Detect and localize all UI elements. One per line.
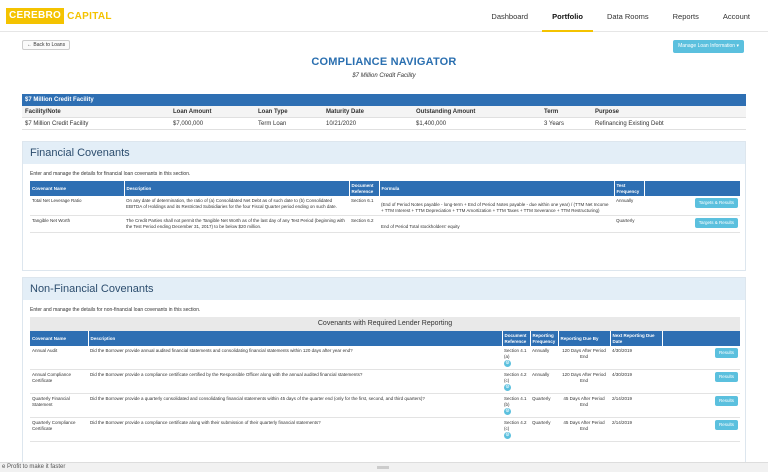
reporting-frequency: Annually bbox=[530, 346, 558, 370]
facility-header-row bbox=[22, 106, 746, 118]
next-reporting-due-date: 4/30/2019 bbox=[610, 370, 662, 394]
document-reference-cell bbox=[502, 346, 530, 370]
lender-reporting-caption: Covenants with Required Lender Reporting bbox=[30, 317, 740, 331]
financial-covenants-table bbox=[30, 181, 741, 233]
facility-cell: 3 Years bbox=[544, 121, 565, 127]
brand-logo-box: CEREBRO bbox=[6, 8, 64, 24]
financial-covenants-heading: Financial Covenants bbox=[23, 142, 745, 164]
reporting-frequency: Quarterly bbox=[530, 418, 558, 442]
table-row bbox=[30, 394, 740, 418]
reporting-frequency: Annually bbox=[530, 370, 558, 394]
nav-dashboard[interactable]: Dashboard bbox=[491, 11, 529, 21]
facility-col-header: Facility/Note bbox=[25, 109, 61, 115]
table-row bbox=[30, 370, 740, 394]
column-header bbox=[662, 331, 740, 346]
next-reporting-due-date: 4/30/2019 bbox=[610, 346, 662, 370]
scroll-handle[interactable] bbox=[377, 466, 389, 469]
footer-fragment-text: e Profit to make it faster bbox=[2, 464, 66, 470]
document-reference: Section 4.1 (b) bbox=[504, 396, 527, 407]
covenant-description: Did the Borrower provide a compliance certificate certified by the Responsible Officer along with the annual audited financial statements? bbox=[88, 370, 502, 394]
gear-icon[interactable]: ⚙ bbox=[505, 408, 510, 414]
covenant-description: Did the Borrower provide a compliance certificate along with their submission of their quarterly financial statements? bbox=[88, 418, 502, 442]
next-reporting-due-date: 2/14/2019 bbox=[610, 418, 662, 442]
table-row bbox=[30, 196, 740, 216]
targets-results-button[interactable]: Targets & Results bbox=[695, 218, 738, 228]
column-header: Test Frequency bbox=[614, 181, 644, 196]
gear-icon[interactable]: ⚙ bbox=[505, 360, 510, 366]
column-header: Formula bbox=[379, 181, 614, 196]
results-button[interactable]: Results bbox=[715, 348, 738, 358]
column-header: Description bbox=[124, 181, 349, 196]
facility-cell: $1,400,000 bbox=[416, 121, 447, 127]
targets-results-button[interactable]: Targets & Results bbox=[695, 198, 738, 208]
results-button[interactable]: Results bbox=[715, 372, 738, 382]
document-reference-cell bbox=[502, 370, 530, 394]
facility-cell: $7,000,000 bbox=[173, 121, 204, 127]
column-header: Covenant Name bbox=[30, 331, 88, 346]
column-header: Next Reporting Due Date bbox=[610, 331, 662, 346]
table-row bbox=[30, 418, 740, 442]
facility-cell: 10/21/2020 bbox=[326, 121, 357, 127]
top-navbar bbox=[0, 0, 768, 32]
facility-col-header: Maturity Date bbox=[326, 109, 365, 115]
page-title: COMPLIANCE NAVIGATOR bbox=[311, 56, 457, 68]
non-financial-covenants-table bbox=[30, 331, 741, 442]
reporting-due-by: 120 Days After Period End bbox=[558, 346, 610, 370]
covenant-name: Tangible Net Worth bbox=[30, 216, 124, 233]
column-header: Covenant Name bbox=[30, 181, 124, 196]
facility-col-header: Purpose bbox=[595, 109, 620, 115]
covenant-name: Annual Audit bbox=[30, 346, 88, 370]
covenant-formula: (End of Period Notes payable - long-term + End of Period Notes payable - due within one year) / (TTM Net Income + TTM Interest + TTM Depreciation + TTM Amortization + TTM Taxes + TTM Severance + TTM Restructuring) bbox=[379, 196, 614, 216]
nav-account[interactable]: Account bbox=[722, 11, 750, 21]
document-reference: Section 4.2 (c) bbox=[504, 372, 527, 383]
reporting-due-by: 45 Days After Period End bbox=[558, 394, 610, 418]
covenant-description: The Credit Parties shall not permit the Tangible Net Worth as of the last day of any Test Period (beginning with the Test Period ending December 31, 2017) to be below $20 million. bbox=[124, 216, 349, 233]
document-reference: Section 4.2 (c) bbox=[504, 420, 527, 431]
reporting-due-by: 120 Days After Period End bbox=[558, 370, 610, 394]
covenant-name: Quarterly Compliance Certificate bbox=[30, 418, 88, 442]
document-reference: Section 6.2 bbox=[349, 216, 379, 233]
gear-icon[interactable]: ⚙ bbox=[505, 384, 510, 390]
facility-table bbox=[22, 94, 746, 130]
financial-covenants-intro: Enter and manage the details for financial loan covenants in this section. bbox=[30, 171, 191, 177]
covenant-description: Did the Borrower provide annual audited financial statements and consolidating financial statements within 120 days after year end? bbox=[88, 346, 502, 370]
non-financial-covenants-panel bbox=[22, 277, 746, 467]
page-subtitle: $7 Million Credit Facility bbox=[352, 73, 416, 79]
results-button[interactable]: Results bbox=[715, 396, 738, 406]
facility-col-header: Loan Amount bbox=[173, 109, 212, 115]
next-reporting-due-date: 2/14/2019 bbox=[610, 394, 662, 418]
gear-icon[interactable]: ⚙ bbox=[505, 432, 510, 438]
column-header: Reporting Frequency bbox=[530, 331, 558, 346]
test-frequency: Quarterly bbox=[614, 216, 644, 233]
column-header: Reporting Due By bbox=[558, 331, 610, 346]
brand-logo-text: CAPITAL bbox=[67, 10, 112, 22]
column-header bbox=[644, 181, 740, 196]
nav-data-rooms[interactable]: Data Rooms bbox=[606, 11, 649, 21]
document-reference: Section 4.1 (a) bbox=[504, 348, 527, 359]
facility-cell: $7 Million Credit Facility bbox=[25, 121, 89, 127]
results-button[interactable]: Results bbox=[715, 420, 738, 430]
document-reference-cell bbox=[502, 394, 530, 418]
column-header: Document Reference bbox=[349, 181, 379, 196]
facility-col-header: Outstanding Amount bbox=[416, 109, 476, 115]
brand-logo[interactable] bbox=[6, 8, 112, 24]
table-row bbox=[30, 346, 740, 370]
covenant-description: Did the Borrower provide a quarterly consolidated and consolidating financial statements within 45 days of the quarter end (only for the first, second, and third quarters)? bbox=[88, 394, 502, 418]
covenant-formula: End of Period Total stockholders' equity bbox=[379, 216, 614, 233]
covenant-name: Annual Compliance Certificate bbox=[30, 370, 88, 394]
facility-data-row bbox=[22, 118, 746, 130]
back-to-loans-button[interactable]: ← Back to Loans bbox=[22, 40, 70, 50]
nav-reports[interactable]: Reports bbox=[672, 11, 699, 21]
manage-loan-information-button[interactable]: Manage Loan Information ▾ bbox=[673, 40, 744, 53]
facility-cell: Refinancing Existing Debt bbox=[595, 121, 664, 127]
reporting-due-by: 45 Days After Period End bbox=[558, 418, 610, 442]
reporting-frequency: Quarterly bbox=[530, 394, 558, 418]
covenant-name: Total Net Leverage Ratio bbox=[30, 196, 124, 216]
facility-table-title: $7 Million Credit Facility bbox=[22, 94, 746, 106]
table-header-row bbox=[30, 331, 740, 346]
covenant-description: On any date of determination, the ratio of (a) Consolidated Net Debt as of such date to (b) Consolidated EBITDA of Holdings and its Restricted Subsidiaries for the four Fiscal Quarter period ending on such date. bbox=[124, 196, 349, 216]
facility-col-header: Loan Type bbox=[258, 109, 288, 115]
table-header-row bbox=[30, 181, 740, 196]
test-frequency: Annually bbox=[614, 196, 644, 216]
non-financial-covenants-intro: Enter and manage the details for non-financial loan covenants in this section. bbox=[30, 307, 201, 313]
facility-cell: Term Loan bbox=[258, 121, 287, 127]
covenant-name: Quarterly Financial Statement bbox=[30, 394, 88, 418]
non-financial-covenants-heading: Non-Financial Covenants bbox=[23, 278, 745, 300]
nav-portfolio[interactable]: Portfolio bbox=[540, 0, 595, 32]
table-row bbox=[30, 216, 740, 233]
document-reference-cell bbox=[502, 418, 530, 442]
financial-covenants-panel bbox=[22, 141, 746, 271]
column-header: Description bbox=[88, 331, 502, 346]
document-reference: Section 6.1 bbox=[349, 196, 379, 216]
facility-col-header: Term bbox=[544, 109, 559, 115]
column-header: Document Reference bbox=[502, 331, 530, 346]
main-nav bbox=[479, 0, 762, 32]
